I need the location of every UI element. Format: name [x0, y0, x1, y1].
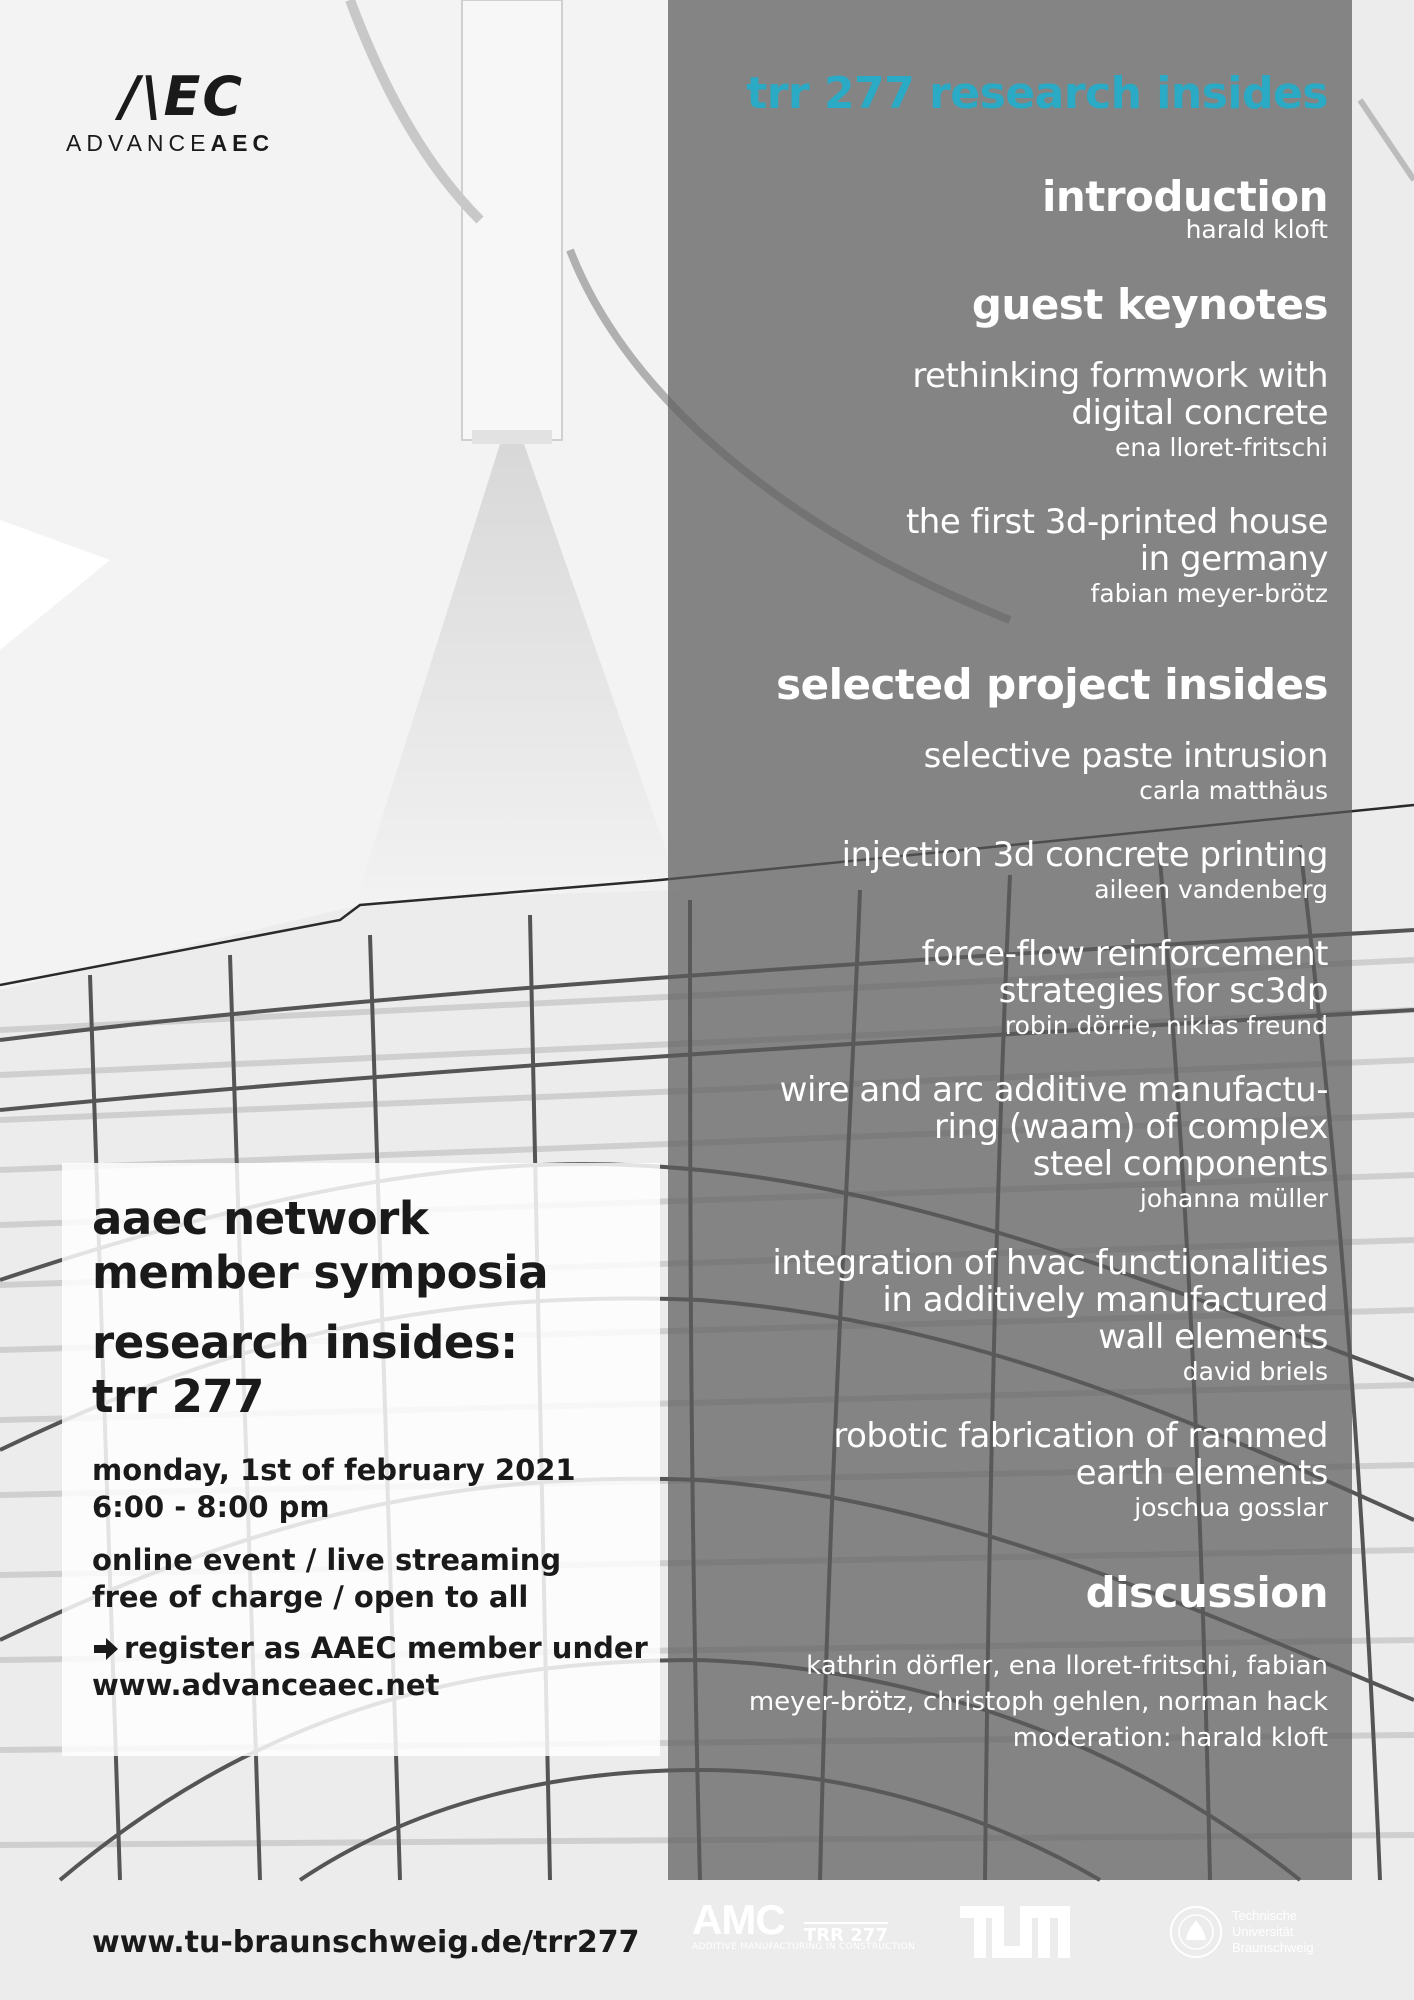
talk-title-line: rethinking formwork with: [912, 356, 1328, 396]
amc-logo: [692, 1896, 915, 1952]
tum-logo-icon: [960, 1906, 1070, 1958]
project-talk: [688, 936, 1328, 1042]
projects-heading: selected project insides: [776, 660, 1328, 709]
amc-logo-text: AMC: [692, 1896, 785, 1943]
event-heading-line: aaec network: [92, 1192, 429, 1245]
project-talk: [688, 1072, 1328, 1215]
talk-title-line: injection 3d concrete printing: [841, 835, 1328, 875]
talk-title-line: in additively manufactured: [882, 1280, 1328, 1320]
talk-speaker: david briels: [1182, 1357, 1328, 1386]
event-date: monday, 1st of february 2021: [92, 1453, 576, 1487]
discussion-heading: discussion: [1085, 1568, 1328, 1617]
event-heading-line: member symposia: [92, 1246, 549, 1299]
discussion-line: meyer-brötz, christoph gehlen, norman hack: [748, 1687, 1328, 1717]
talk-title-line: robotic fabrication of rammed: [833, 1416, 1328, 1456]
introduction-speaker: harald kloft: [1185, 215, 1328, 244]
talk-speaker: robin dörrie, niklas freund: [1004, 1011, 1328, 1040]
footer-url-link[interactable]: www.tu-braunschweig.de/trr277: [92, 1925, 640, 1960]
talk-title-line: the first 3d-printed house: [905, 502, 1328, 542]
keynote-talk: [688, 504, 1328, 610]
event-subheading-line: trr 277: [92, 1370, 264, 1423]
register-text: register as AAEC member under: [124, 1631, 648, 1665]
partner-logos: [690, 1892, 1330, 1972]
keynotes-heading: guest keynotes: [971, 280, 1328, 329]
program: [688, 68, 1328, 1756]
event-subheading-line: research insides:: [92, 1316, 518, 1369]
tu-braunschweig-name: Technische Universität Braunschweig: [1232, 1908, 1314, 1955]
talk-title-line: earth elements: [1075, 1453, 1328, 1493]
talk-title-line: selective paste intrusion: [923, 736, 1328, 776]
tu-braunschweig-logo: [1168, 1904, 1314, 1960]
discussion-line: moderation: harald kloft: [1012, 1723, 1328, 1753]
amc-subtitle: ADDITIVE MANUFACTURING IN CONSTRUCTION: [692, 1942, 916, 1952]
advanceaec-logo: [66, 65, 316, 157]
project-talk: [688, 1245, 1328, 1388]
talk-title-line: steel components: [1032, 1144, 1328, 1184]
talk-speaker: johanna müller: [1139, 1184, 1328, 1213]
talk-speaker: joschua gosslar: [1134, 1493, 1328, 1522]
project-talk: [688, 738, 1328, 807]
talk-title-line: integration of hvac functionalities: [772, 1243, 1328, 1283]
arrow-right-icon: [92, 1636, 120, 1662]
amc-trr-text: TRR 277: [804, 1922, 888, 1946]
register-line: [92, 1630, 662, 1667]
event-format: online event / live streaming: [92, 1543, 562, 1577]
talk-title-line: digital concrete: [1071, 393, 1328, 433]
program-title: trr 277 research insides: [746, 68, 1328, 119]
talk-title-line: wall elements: [1098, 1317, 1328, 1357]
introduction-heading: introduction: [1041, 172, 1328, 221]
talk-title-line: wire and arc additive manufactu-: [779, 1070, 1328, 1110]
keynote-talk: [688, 358, 1328, 464]
talk-title-line: ring (waam) of complex: [934, 1107, 1328, 1147]
advanceaec-wordmark: ADVANCEAEC: [66, 130, 275, 156]
tu-braunschweig-seal-icon: [1168, 1904, 1224, 1960]
aaec-logo-mark: /\EC: [120, 65, 244, 128]
talk-speaker: ena lloret-fritschi: [1114, 433, 1328, 462]
talk-speaker: fabian meyer-brötz: [1090, 579, 1328, 608]
talk-speaker: carla matthäus: [1139, 776, 1328, 805]
project-talk: [688, 837, 1328, 906]
event-info: [92, 1192, 662, 1704]
talk-title-line: in germany: [1139, 539, 1328, 579]
talk-title-line: force-flow reinforcement: [921, 934, 1328, 974]
register-url-link[interactable]: www.advanceaec.net: [92, 1668, 440, 1702]
project-talk: [688, 1418, 1328, 1524]
discussion-line: kathrin dörfler, ena lloret-fritschi, fabian: [806, 1651, 1328, 1681]
event-time: 6:00 - 8:00 pm: [92, 1490, 330, 1524]
talk-title-line: strategies for sc3dp: [998, 971, 1328, 1011]
talk-speaker: aileen vandenberg: [1094, 875, 1328, 904]
event-access: free of charge / open to all: [92, 1580, 529, 1614]
